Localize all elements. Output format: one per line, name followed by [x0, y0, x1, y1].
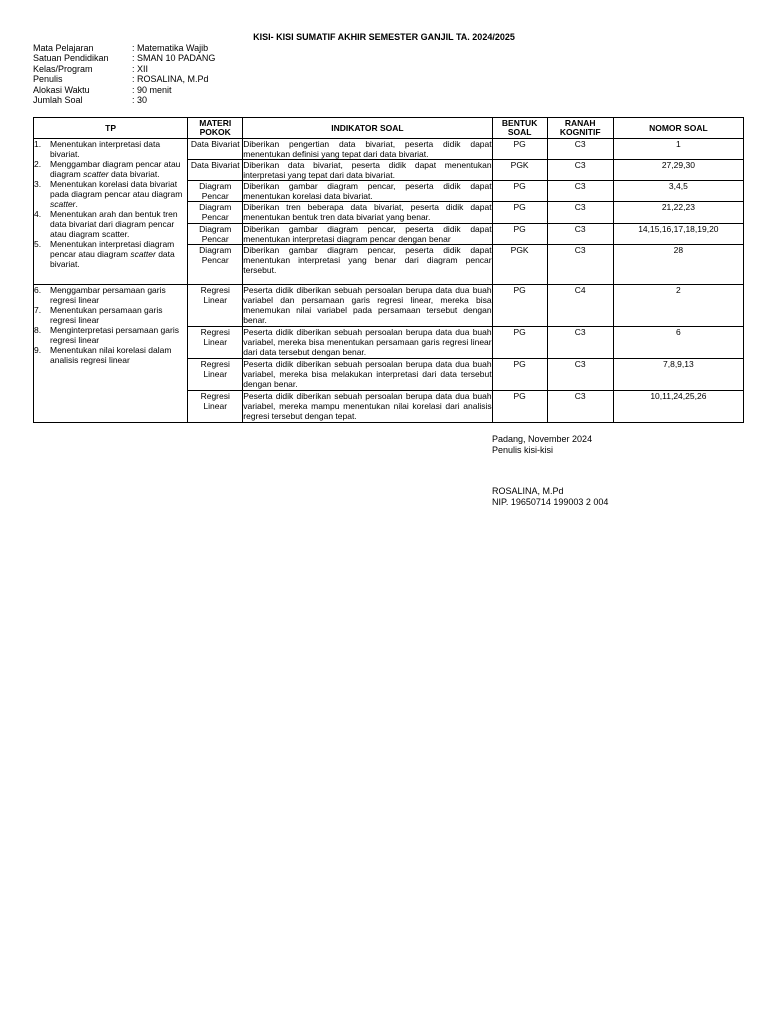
indikator-cell: Peserta didik diberikan sebuah persoalan berupa data dua buah variabel, mereka bisa melakukan interpretasi dari data tersebut dengan benar. [243, 359, 492, 389]
header-ranah: RANAH KOGNITIF [547, 118, 613, 139]
table-row [34, 139, 744, 160]
document-title-text: KISI- KISI SUMATIF AKHIR SEMESTER GANJIL TA. 2024/2025 [253, 32, 515, 42]
meta-value: : SMAN 10 PADANG [132, 53, 216, 64]
tp-text-part: Menentukan nilai korelasi dalam analisis regresi linear [50, 345, 172, 365]
meta-row [33, 74, 215, 84]
indikator-cell: Diberikan tren beberapa data bivariat, peserta didik dapat menentukan bentuk tren data bivariat yang benar. [243, 202, 492, 222]
meta-value: : 30 [132, 94, 148, 105]
header-indikator: INDIKATOR SOAL [243, 118, 492, 139]
tp-number: 1. [34, 139, 42, 149]
tp-cell [34, 285, 188, 423]
tp-text-part: Menggambar persamaan garis regresi linear [50, 285, 166, 305]
tp-number: 9. [34, 345, 42, 355]
materi-cell: Regresi Linear [188, 327, 243, 359]
ranah-cell: C4 [547, 285, 613, 327]
tp-text [50, 159, 187, 179]
ranah-cell: C3 [547, 181, 613, 202]
signature-block [492, 434, 608, 508]
meta-label: Satuan Pendidikan [33, 53, 109, 64]
tp-item [34, 325, 187, 345]
meta-row [33, 64, 215, 74]
meta-value: : Matematika Wajib [132, 43, 209, 53]
meta-label: Jumlah Soal [33, 94, 83, 105]
nomor-cell: 27,29,30 [613, 160, 743, 181]
materi-cell: Data Bivariat [188, 139, 243, 160]
materi-cell: Diagram Pencar [188, 245, 243, 285]
header-nomor: NOMOR SOAL [613, 118, 743, 139]
kisi-table [33, 117, 744, 423]
ranah-cell: C3 [547, 139, 613, 160]
table-body [34, 139, 744, 423]
nomor-cell: 14,15,16,17,18,19,20 [613, 224, 743, 245]
tp-item [34, 179, 187, 209]
meta-info [33, 43, 215, 105]
meta-label: Kelas/Program [33, 63, 93, 74]
meta-value: : 90 menit [132, 84, 172, 95]
meta-value: : ROSALINA, M.Pd [132, 74, 209, 85]
bentuk-cell: PG [492, 181, 547, 202]
nomor-cell: 1 [613, 139, 743, 160]
tp-cell [34, 139, 188, 285]
nomor-cell: 2 [613, 285, 743, 327]
header-bentuk: BENTUK SOAL [492, 118, 547, 139]
indikator-cell: Peserta didik diberikan sebuah persoalan berupa data dua buah variabel dan persamaan garis regresi linear, mereka bisa menemukan nilai variabel pada persamaan tersebut dengan benar. [243, 285, 492, 325]
header-tp: TP [34, 118, 188, 139]
nomor-cell: 28 [613, 245, 743, 285]
tp-item [34, 345, 187, 365]
tp-text [50, 139, 187, 159]
tp-text [50, 179, 187, 209]
tp-text-part: data bivariat. [50, 249, 175, 269]
ranah-cell: C3 [547, 160, 613, 181]
tp-text-part: Menginterpretasi persamaan garis regresi linear [50, 325, 179, 345]
tp-text [50, 285, 187, 305]
meta-label: Alokasi Waktu [33, 84, 90, 95]
bentuk-cell: PGK [492, 245, 547, 285]
bentuk-cell: PG [492, 391, 547, 423]
tp-number: 2. [34, 159, 42, 169]
tp-item [34, 305, 187, 325]
ranah-cell: C3 [547, 202, 613, 224]
sign-place-date: Padang, November 2024 [492, 434, 593, 444]
materi-cell: Data Bivariat [188, 160, 243, 181]
meta-row [33, 95, 215, 105]
nomor-cell: 7,8,9,13 [613, 359, 743, 391]
tp-text-part: Menggambar diagram pencar atau diagram [50, 159, 181, 179]
ranah-cell: C3 [547, 224, 613, 245]
tp-text-part: Menentukan arah dan bentuk tren data bivariat dari diagram pencar atau diagram scatter. [50, 209, 178, 239]
nomor-cell: 10,11,24,25,26 [613, 391, 743, 423]
bentuk-cell: PG [492, 139, 547, 160]
tp-text-part: Menentukan interpretasi diagram pencar atau diagram [50, 239, 175, 259]
indikator-cell: Diberikan gambar diagram pencar, peserta didik dapat menentukan interpretasi diagram pencar dengan benar [243, 224, 492, 244]
signature-space [492, 456, 608, 486]
indikator-cell: Peserta didik diberikan sebuah persoalan berupa data dua buah variabel, mereka mampu menentukan nilai korelasi dari analisis regresi tersebut dengan tepat. [243, 391, 492, 421]
tp-item [34, 159, 187, 179]
meta-row [33, 43, 215, 53]
meta-label: Mata Pelajaran [33, 43, 94, 53]
tp-text [50, 325, 187, 345]
meta-row [33, 85, 215, 95]
bentuk-cell: PG [492, 224, 547, 245]
document-title [0, 32, 768, 42]
tp-text [50, 305, 187, 325]
materi-cell: Diagram Pencar [188, 202, 243, 224]
tp-text-part: Menentukan persamaan garis regresi linear [50, 305, 163, 325]
header-materi: MATERI POKOK [188, 118, 243, 139]
materi-cell: Diagram Pencar [188, 181, 243, 202]
ranah-cell: C3 [547, 327, 613, 359]
nomor-cell: 6 [613, 327, 743, 359]
tp-number: 7. [34, 305, 42, 315]
tp-text-emphasis: scatter [50, 199, 76, 209]
tp-number: 5. [34, 239, 42, 249]
materi-cell: Regresi Linear [188, 359, 243, 391]
tp-text-part: data bivariat. [108, 169, 160, 179]
meta-label: Penulis [33, 74, 63, 85]
tp-text [50, 345, 187, 365]
materi-cell: Regresi Linear [188, 285, 243, 327]
indikator-cell: Diberikan gambar diagram pencar, peserta didik dapat menentukan korelasi data bivariat. [243, 181, 492, 201]
ranah-cell: C3 [547, 245, 613, 285]
nomor-cell: 21,22,23 [613, 202, 743, 224]
bentuk-cell: PG [492, 327, 547, 359]
tp-number: 4. [34, 209, 42, 219]
meta-value: : XII [132, 63, 149, 74]
bentuk-cell: PG [492, 202, 547, 224]
bentuk-cell: PG [492, 285, 547, 327]
tp-number: 8. [34, 325, 42, 335]
sign-nip: NIP. 19650714 199003 2 004 [492, 497, 609, 507]
indikator-cell: Peserta didik diberikan sebuah persoalan berupa data dua buah variabel, mereka bisa menentukan persamaan garis regresi linear dari data tersebut dengan benar. [243, 327, 492, 357]
indikator-cell: Diberikan gambar diagram pencar, peserta didik dapat menentukan interpretasi yang benar dari diagram pencar tersebut. [243, 245, 492, 285]
ranah-cell: C3 [547, 359, 613, 391]
table-row [34, 285, 744, 327]
tp-text-emphasis: scatter [130, 249, 156, 259]
tp-item [34, 139, 187, 159]
tp-text-part: Menentukan korelasi data bivariat pada diagram pencar atau diagram [50, 179, 183, 199]
tp-item [34, 285, 187, 305]
tp-text-part: . [75, 199, 78, 209]
materi-cell: Diagram Pencar [188, 224, 243, 245]
tp-number: 6. [34, 285, 42, 295]
tp-text [50, 209, 187, 239]
tp-item [34, 209, 187, 239]
nomor-cell: 3,4,5 [613, 181, 743, 202]
tp-text [50, 239, 187, 269]
indikator-cell: Diberikan pengertian data bivariat, peserta didik dapat menentukan definisi yang tepat dari data bivariat. [243, 139, 492, 159]
indikator-cell: Diberikan data bivariat, peserta didik dapat menentukan interpretasi yang tepat dari data bivariat. [243, 160, 492, 180]
tp-item [34, 239, 187, 269]
sign-name: ROSALINA, M.Pd [492, 486, 564, 496]
tp-number: 3. [34, 179, 42, 189]
meta-row [33, 53, 215, 63]
table-header-row [34, 118, 744, 139]
materi-cell: Regresi Linear [188, 391, 243, 423]
ranah-cell: C3 [547, 391, 613, 423]
tp-text-part: Menentukan interpretasi data bivariat. [50, 139, 161, 159]
bentuk-cell: PG [492, 359, 547, 391]
sign-role: Penulis kisi-kisi [492, 445, 554, 455]
bentuk-cell: PGK [492, 160, 547, 181]
tp-text-emphasis: scatter [83, 169, 109, 179]
